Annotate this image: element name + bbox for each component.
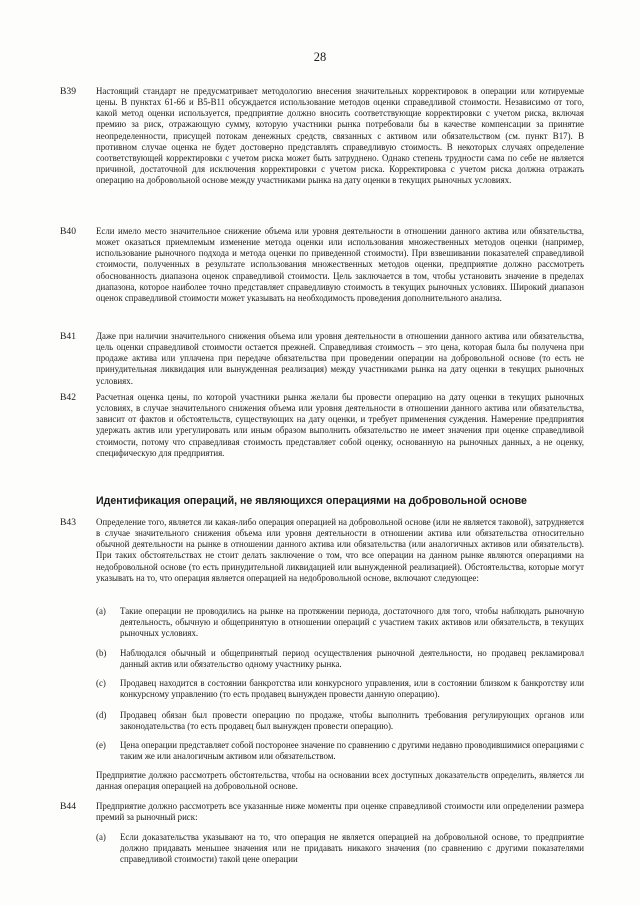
list-item-label: (c) [96,678,106,688]
section-heading: Идентификация операций, не являющихся операциями на добровольной основе [96,495,527,507]
paragraph-text: Расчетная оценка цены, по которой участники рынка желали бы провести операцию на дату оценки в текущих рыночных условиях, в случае значительного снижения объема или уровня деятельности в отношении данного актива или обязательства, зависит от фактов и обстоятельств, существующих на дату оценки, и требует применения суждения. Намерение предприятия удержать актив или урегулировать или иным образом выполнить обязательство не имеет значения при оценке справедливой стоимости, потому что справедливая стоимость представляет собой оценку, основанную на рыночных данных, а не оценку, специфическую для предприятия. [96,392,584,458]
list-item-text: Цена операции представляет собой посторонее значение по сравнению с другими недавно проводившимися операциями с таким же или аналогичным активом или обязательством. [120,740,584,762]
paragraph-text: Предприятие должно рассмотреть все указанные ниже моменты при оценке справедливой стоимости или определении размера премий за рыночный риск: [96,801,584,823]
paragraph-number: B40 [60,226,76,237]
paragraph-text: Определение того, является ли какая-либо операция операцией на добровольной основе (или не является таковой), затрудняется в случае значительного снижения объема или уровня деятельности в отношении актива или обязательства относительно обычной деятельности на рынке в отношении данного актива или обязательства (или аналогичных активов или обязательств). При таких обстоятельствах не стоит делать заключение о том, что все операции на данном рынке являются операциями на недобровольной основе (то есть принудительной ликвидацией или вынужденной реализацией). Обстоятельства, которые могут указывать на то, что операция является операцией на недобровольной основе, включают следующее: [96,517,584,583]
paragraph-number: B43 [60,517,76,528]
paragraph-text: Если имело место значительное снижение объема или уровня деятельности в отношении данного актива или обязательства, может оказаться приемлемым изменение метода оценки или использования множественных методов оценки (например, использование рыночного подхода и метода оценки по приведенной стоимости). При взвешивании показателей справедливой стоимости, полученных в результате использования множественных методов оценки, предприятие должно рассмотреть обоснованность диапазона оценок справедливой стоимости. Цель заключается в том, чтобы установить значение в пределах диапазона, которое наиболее точно представляет справедливую стоимость в текущих рыночных условиях. Широкий диапазон оценок справедливой стоимости может указывать на необходимость проведения дополнительного анализа. [96,226,584,303]
paragraph-number: B42 [60,392,76,403]
list-item-text: Если доказательства указывают на то, что операция не является операцией на добровольной основе, то предприятие должно придавать меньшее значения или не придавать никакого значения (по сравнению с другими показателями справедливой стоимости) такой цене операции [120,832,584,865]
list-item-label: (a) [96,606,106,616]
list-item-text: Продавец обязан был провести операцию по продаже, чтобы выполнить требования регулирующих органов или законодательства (то есть продавец был вынужден провести операцию). [120,710,584,732]
paragraph-text: Настоящий стандарт не предусматривает методологию внесения значительных корректировок в операции или котируемые цены. В пунктах 61-66 и B5-B11 обсуждается использование методов оценки справедливой стоимости. Независимо от того, какой метод оценки используется, предприятие должно вносить соответствующие корректировки с учетом риска, включая премию за риск, отражающую сумму, которую участники рынка потребовали бы в качестве компенсации за принятие неопределенности, присущей потокам денежных средств, связанных с активом или обязательством (см. пункт B17). В противном случае оценка не будет достоверно представлять справедливую стоимость. В некоторых случаях определение соответствующей корректировки с учетом риска может быть затруднено. Однако степень трудности сама по себе не является причиной, достаточной для исключения корректировки с учетом риска. Корректировка с учетом риска должна отражать операцию на добровольной основе между участниками рынка на дату оценки в текущих рыночных условиях. [96,86,584,186]
list-item-text: Продавец находится в состоянии банкротства или конкурсного управления, или в состоянии близком к банкротству или конкурсному управлению (то есть продавец вынужден провести данную операцию). [120,678,584,700]
paragraph-number: B39 [60,86,76,97]
paragraph-text: Даже при наличии значительного снижения объема или уровня деятельности в отношении данного актива или обязательства, цель оценки справедливой стоимости остается прежней. Справедливая стоимость – это цена, которая была бы получена при продаже актива или уплачена при передаче обязательства при проведении операции на добровольной основе (то есть не принудительная ликвидация или вынужденная реализация) между участниками рынка на дату оценки в текущих рыночных условиях. [96,331,584,386]
paragraph-number: B44 [60,801,76,812]
list-item-label: (d) [96,710,107,720]
list-item-label: (a) [96,832,106,842]
paragraph-number: B41 [60,331,76,342]
list-item-text: Такие операции не проводились на рынке на протяжении периода, достаточного для того, чтобы наблюдать рыночную деятельность, обычную и общепринятую в отношении операций с участием таких активов или обязательств, в текущих рыночных условиях. [120,606,584,639]
list-item-label: (e) [96,740,106,750]
list-item-label: (b) [96,648,107,658]
page-number: 28 [313,50,327,64]
list-item-text: Наблюдался обычный и общепринятый период осуществления рыночной деятельности, но продавец рекламировал данный актив или обязательство одному участнику рынка. [120,648,584,670]
paragraph-text: Предприятие должно рассмотреть обстоятельства, чтобы на основании всех доступных доказательств определить, является ли данная операция операцией на добровольной основе. [96,770,584,792]
